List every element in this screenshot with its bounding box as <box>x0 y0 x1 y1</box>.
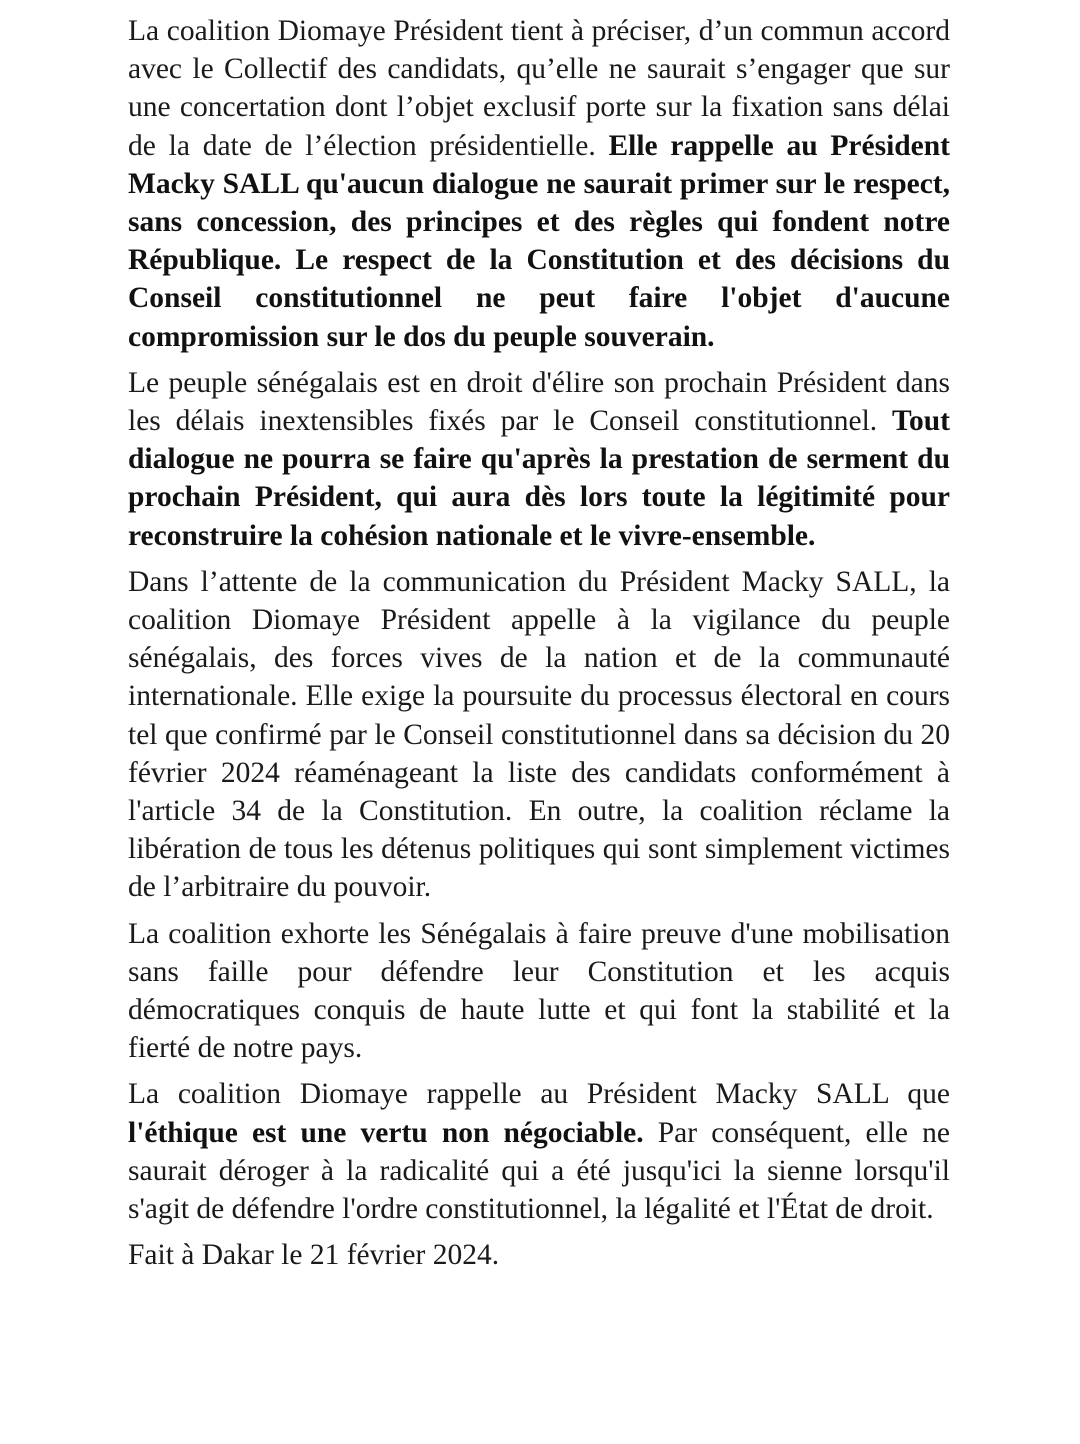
paragraph-1-text: La coalition Diomaye Président tient à préciser, d’un commun accord avec le Collectif des candidats, qu’elle ne saurait s’engager que sur une concertation dont l’objet exclusif porte sur la fixation sans délai de la date de l’élection présidentielle. <box>128 15 950 162</box>
paragraph-4-text: La coalition exhorte les Sénégalais à faire preuve d'une mobilisation sans faille pour défendre leur Constitution et les acquis démocratiques conquis de haute lutte et qui font la stabilité et la fierté de notre pays. <box>128 917 950 1065</box>
paragraph-2-bold-text: Tout dialogue ne pourra se faire qu'après la prestation de serment du prochain Président, qui aura dès lors toute la légitimité pour reconstruire la cohésion nationale et le vivre-ensemble. <box>128 405 950 552</box>
press-release-document <box>128 12 950 1283</box>
paragraph-1-bold-text: Elle rappelle au Président Macky SALL qu'aucun dialogue ne saurait primer sur le respect, sans concession, des principes et des règles qui fondent notre République. Le respect de la Constitution et des décisions du Conseil constitutionnel ne peut faire l'objet d'aucune compromission sur le dos du peuple souverain. <box>128 129 951 353</box>
paragraph-2 <box>128 364 950 555</box>
paragraph-2-text: Le peuple sénégalais est en droit d'élire son prochain Président dans les délais inextensibles fixés par le Conseil constitutionnel. <box>128 366 950 438</box>
paragraph-5-text-a: La coalition Diomaye rappelle au Président Macky SALL que <box>128 1078 950 1111</box>
paragraph-5 <box>128 1075 950 1228</box>
paragraph-5-bold-text: l'éthique est une vertu non négociable. <box>128 1116 644 1149</box>
closing-date-line: Fait à Dakar le 21 février 2024. <box>128 1239 500 1272</box>
paragraph-4 <box>128 915 950 1068</box>
paragraph-5-text-b: Par conséquent, elle ne saurait déroger à la radicalité qui a été jusqu'ici la sienne lorsqu'il s'agit de défendre l'ordre constitutionnel, la légalité et l'État de droit. <box>128 1116 951 1226</box>
paragraph-3 <box>128 563 950 907</box>
paragraph-3-text: Dans l’attente de la communication du Président Macky SALL, la coalition Diomaye Président appelle à la vigilance du peuple sénégalais, des forces vives de la nation et de la communauté internationale. Elle exige la poursuite du processus électoral en cours tel que confirmé par le Conseil constitutionnel dans sa décision du 20 février 2024 réaménageant la liste des candidats conformément à l'article 34 de la Constitution. En outre, la coalition réclame la libération de tous les détenus politiques qui sont simplement victimes de l’arbitraire du pouvoir. <box>128 565 950 904</box>
paragraph-1 <box>128 12 950 356</box>
